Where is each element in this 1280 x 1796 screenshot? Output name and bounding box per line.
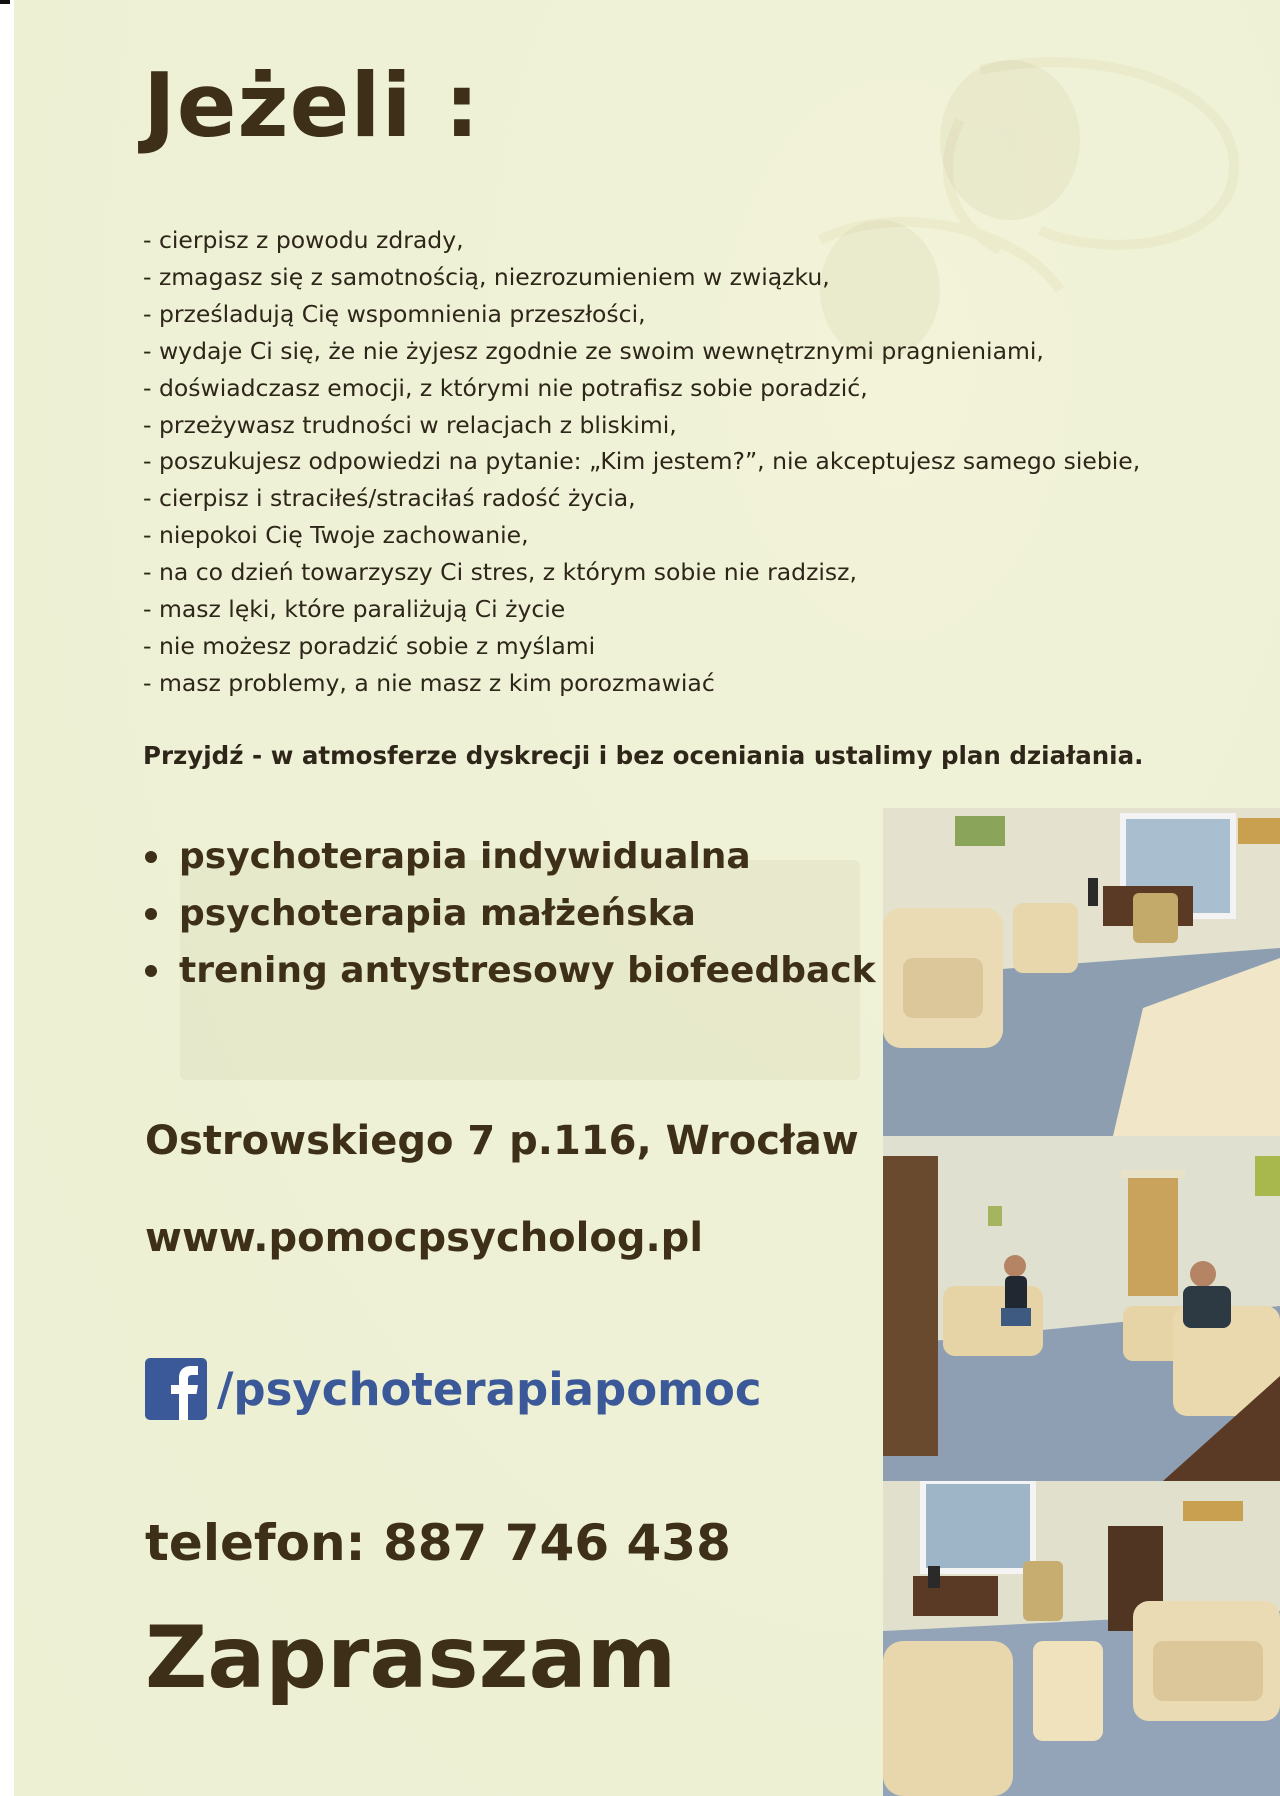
closing-text: Zapraszam (145, 1608, 677, 1708)
list-item: - masz problemy, a nie masz z kim porozmawiać (143, 668, 715, 697)
service-item (143, 828, 876, 885)
service-label: trening antystresowy biofeedback (179, 950, 876, 991)
office-photo (883, 808, 1280, 1136)
website-link[interactable]: www.pomocpsycholog.pl (145, 1215, 704, 1261)
list-item: - na co dzień towarzyszy Ci stres, z którym sobie nie radzisz, (143, 558, 857, 587)
services-list (143, 828, 876, 999)
service-item (143, 885, 876, 942)
office-photo (883, 1481, 1280, 1796)
bullet-icon (145, 851, 157, 863)
facebook-handle: /psychoterapiapomoc (217, 1362, 762, 1416)
list-item: - cierpisz i straciłeś/straciłaś radość życia, (143, 484, 636, 513)
list-item: - poszukujesz odpowiedzi na pytanie: „Kim jestem?”, nie akceptujesz samego siebie, (143, 447, 1141, 476)
list-item: - cierpisz z powodu zdrady, (143, 226, 464, 254)
service-label: psychoterapia małżeńska (179, 893, 696, 934)
list-item: - zmagasz się z samotnością, niezrozumieniem w związku, (143, 262, 830, 291)
service-label: psychoterapia indywidualna (179, 836, 751, 877)
therapy-room-photo (883, 1136, 1280, 1481)
list-item: - przeżywasz trudności w relacjach z bliskimi, (143, 410, 677, 439)
scan-mark (0, 0, 10, 4)
page-title: Jeżeli : (143, 54, 481, 157)
list-item: - masz lęki, które paraliżują Ci życie (143, 595, 566, 624)
address: Ostrowskiego 7 p.116, Wrocław (145, 1118, 859, 1164)
conditions-list (143, 222, 1183, 702)
list-item: - doświadczasz emocji, z którymi nie potrafisz sobie poradzić, (143, 373, 868, 402)
facebook-link[interactable] (145, 1358, 762, 1420)
bullet-icon (145, 908, 157, 920)
service-item (143, 942, 876, 999)
bullet-icon (145, 965, 157, 977)
facebook-icon (145, 1358, 207, 1420)
list-item: - prześladują Cię wspomnienia przeszłości, (143, 299, 646, 328)
list-item: - wydaje Ci się, że nie żyjesz zgodnie ze swoim wewnętrznymi pragnieniami, (143, 336, 1044, 365)
invitation-text: Przyjdź - w atmosferze dyskrecji i bez oceniania ustalimy plan działania. (143, 741, 1144, 770)
phone-number: telefon: 887 746 438 (145, 1514, 731, 1572)
list-item: - niepokoi Cię Twoje zachowanie, (143, 521, 529, 550)
list-item: - nie możesz poradzić sobie z myślami (143, 631, 596, 660)
